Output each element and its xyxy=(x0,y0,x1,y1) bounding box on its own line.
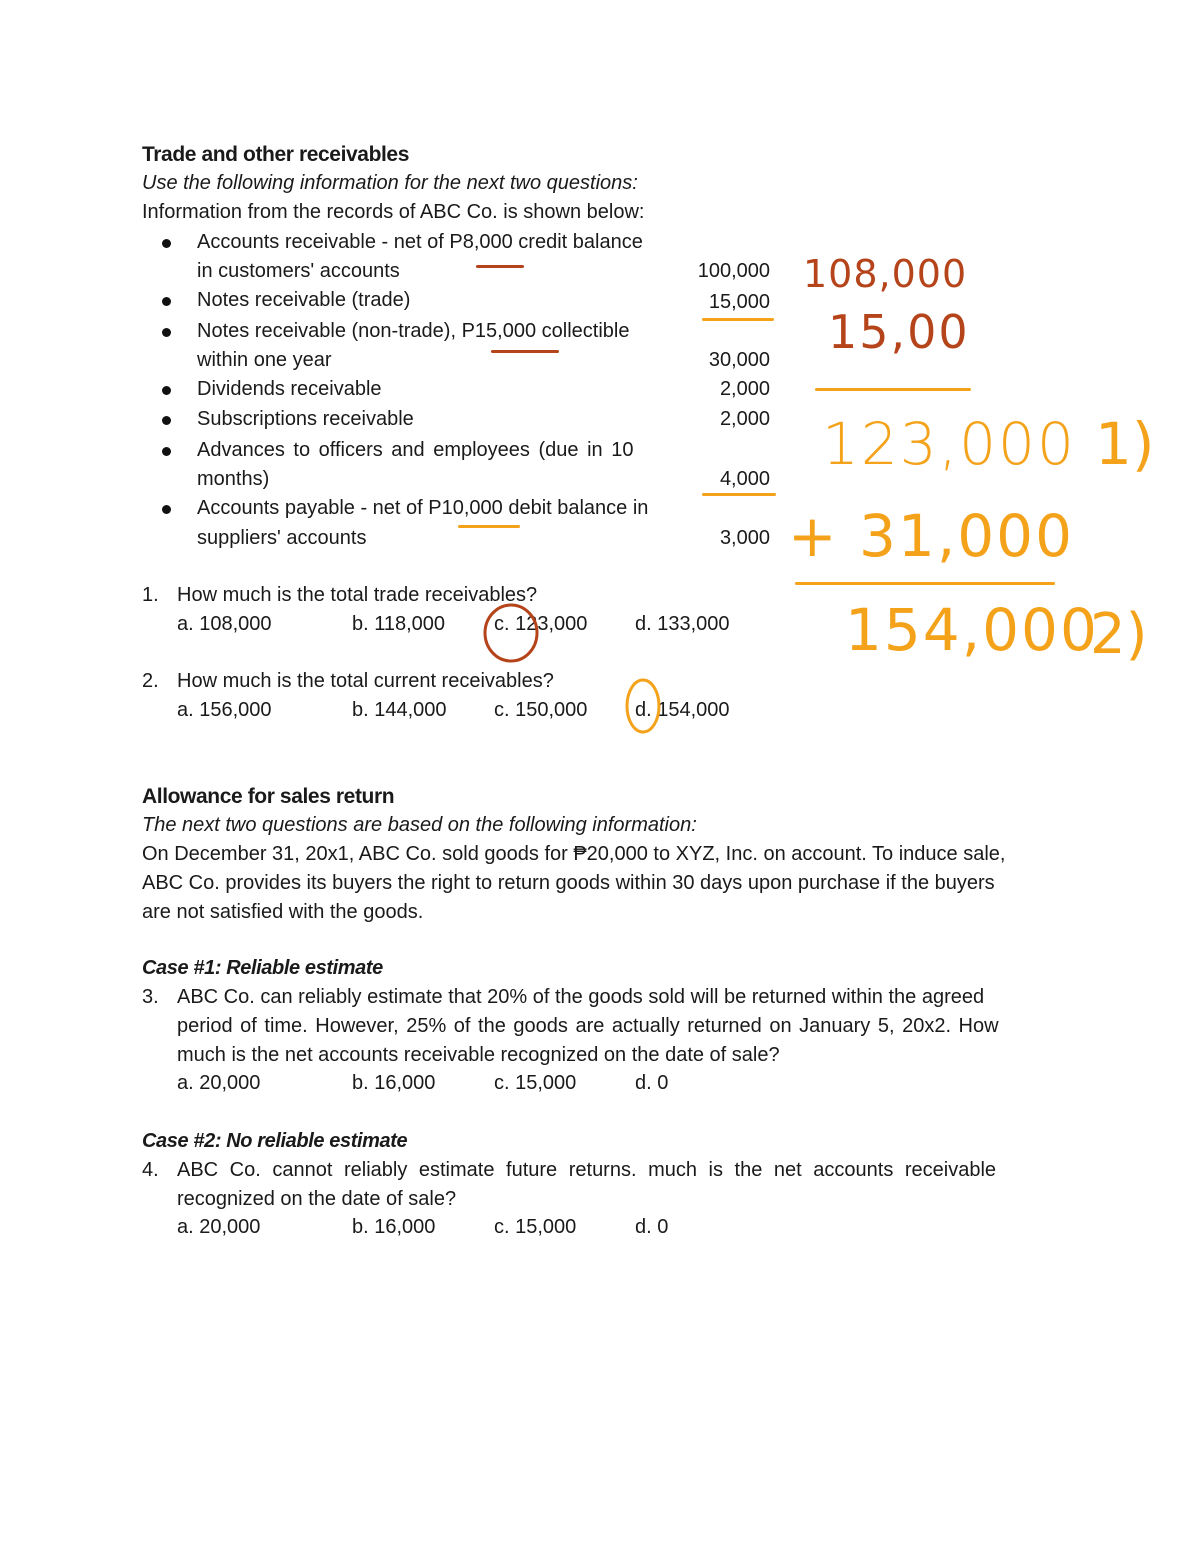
choice-a: a. 108,000 xyxy=(177,613,272,635)
list-item-line: Accounts receivable - net of P8,000 credit balance xyxy=(197,231,643,253)
list-item-amount: 2,000 xyxy=(719,378,770,400)
choice-b: b. 144,000 xyxy=(352,699,447,721)
list-item-line: Advances to officers and employees (due in 10 xyxy=(197,439,634,461)
paragraph-line: are not satisfied with the goods. xyxy=(142,901,424,923)
choice-c: c. 150,000 xyxy=(494,699,588,721)
list-item-line: suppliers' accounts xyxy=(197,527,367,549)
handwritten-154000: 154,000 xyxy=(845,596,1099,664)
handwritten-label-1: 1) xyxy=(1095,410,1155,478)
list-item-line: Accounts payable - net of P10,000 debit balance in xyxy=(197,497,649,519)
handwritten-108000: 108,000 xyxy=(803,252,968,296)
handwritten-15000: 15,00 xyxy=(828,305,970,359)
choice-b: b. 16,000 xyxy=(352,1216,436,1238)
list-item-line: Subscriptions receivable xyxy=(197,408,414,430)
instruction-text: Use the following information for the next two questions: xyxy=(142,172,638,194)
list-item-line: Notes receivable (non-trade), P15,000 collectible xyxy=(197,320,630,342)
choice-d: d. 0 xyxy=(635,1072,669,1094)
list-item-line: in customers' accounts xyxy=(197,260,400,282)
answer-circle-mark xyxy=(485,605,537,661)
question-number: 4. xyxy=(142,1159,159,1181)
instruction-text: The next two questions are based on the following information: xyxy=(142,814,697,836)
question-line: ABC Co. can reliably estimate that 20% of the goods sold will be returned within the agreed xyxy=(177,986,985,1008)
handwritten-123000: 123,000 xyxy=(822,410,1076,478)
case-title: Case #2: No reliable estimate xyxy=(142,1130,408,1152)
choice-a: a. 156,000 xyxy=(177,699,272,721)
question-line: recognized on the date of sale? xyxy=(177,1188,457,1210)
list-item-amount: 100,000 xyxy=(697,260,770,282)
case-title: Case #1: Reliable estimate xyxy=(142,957,383,979)
question-line: ABC Co. cannot reliably estimate future returns. much is the net accounts receivable xyxy=(177,1159,997,1181)
section-title-trade-receivables: Trade and other receivables xyxy=(142,143,409,166)
question-text: How much is the total current receivables? xyxy=(177,670,554,692)
choice-d: d. 133,000 xyxy=(635,613,730,635)
intro-text: Information from the records of ABC Co. is shown below: xyxy=(142,201,645,223)
answer-circle-mark xyxy=(627,680,659,732)
choice-b: b. 16,000 xyxy=(352,1072,436,1094)
list-item-line: months) xyxy=(197,468,270,490)
choice-b: b. 118,000 xyxy=(352,613,446,635)
question-number: 2. xyxy=(142,670,159,692)
list-item-line: Notes receivable (trade) xyxy=(197,289,411,311)
choice-c: c. 15,000 xyxy=(494,1216,577,1238)
handwritten-31000: + 31,000 xyxy=(788,502,1074,570)
question-line: period of time. However, 25% of the goods are actually returned on January 5, 20x2. How xyxy=(177,1015,999,1037)
list-item-amount: 2,000 xyxy=(719,408,770,430)
choice-d: d. 154,000 xyxy=(635,699,730,721)
paragraph-line: ABC Co. provides its buyers the right to return goods within 30 days upon purchase if the buyers xyxy=(142,872,995,894)
paragraph-line: On December 31, 20x1, ABC Co. sold goods for ₱20,000 to XYZ, Inc. on account. To induce sale, xyxy=(142,843,1006,865)
list-item-amount: 4,000 xyxy=(719,468,770,490)
list-item-amount: 30,000 xyxy=(708,349,770,371)
choice-a: a. 20,000 xyxy=(177,1216,261,1238)
question-number: 1. xyxy=(142,584,159,606)
list-item-line: within one year xyxy=(197,349,332,371)
handwritten-label-2: 2) xyxy=(1090,602,1148,667)
question-text: How much is the total trade receivables? xyxy=(177,584,538,606)
choice-d: d. 0 xyxy=(635,1216,669,1238)
list-item-amount: 15,000 xyxy=(708,291,770,313)
question-number: 3. xyxy=(142,986,159,1008)
list-item-amount: 3,000 xyxy=(719,527,770,549)
section-title-sales-return: Allowance for sales return xyxy=(142,785,395,808)
choice-c: c. 123,000 xyxy=(494,613,588,635)
choice-c: c. 15,000 xyxy=(494,1072,577,1094)
list-item-line: Dividends receivable xyxy=(197,378,382,400)
question-line: much is the net accounts receivable recognized on the date of sale? xyxy=(177,1044,780,1066)
choice-a: a. 20,000 xyxy=(177,1072,261,1094)
